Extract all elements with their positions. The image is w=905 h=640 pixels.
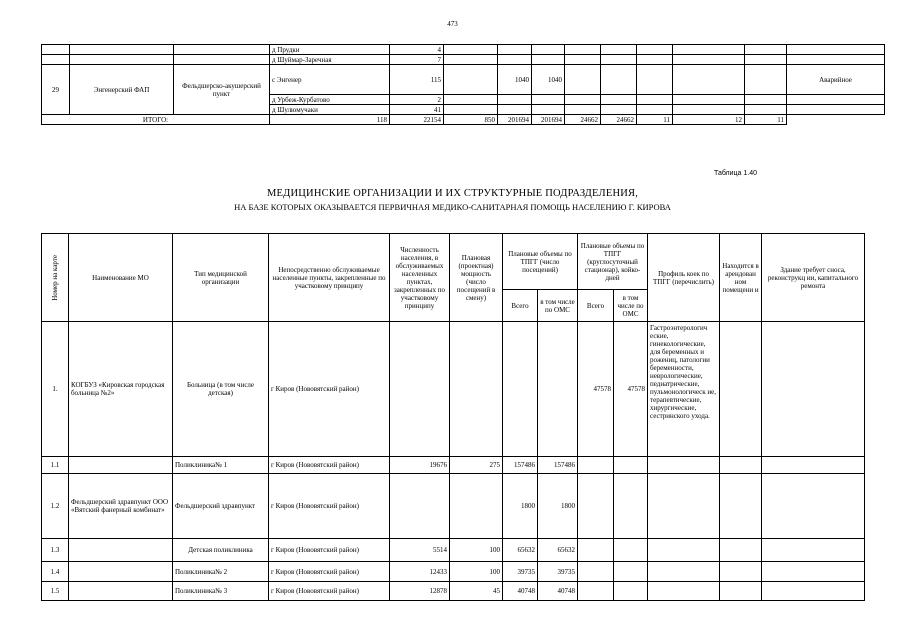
settlement-cell: г Киров (Нововятский район) — [269, 562, 390, 582]
page-number: 473 — [447, 20, 458, 28]
total-ds: 24662 — [565, 115, 601, 125]
population-cell: 4 — [390, 45, 444, 55]
capacity-cell — [450, 474, 503, 539]
settlement-cell: г Киров (Нововятский район) — [269, 582, 390, 601]
header-repair: Здание требует сноса, реконструкц ии, капитального ремонта — [762, 234, 865, 322]
status-note: Аварийное — [787, 65, 885, 95]
settlement-cell: с Энгенер — [270, 65, 390, 95]
total-profile: 11 — [637, 115, 673, 125]
table-row — [42, 45, 885, 55]
org-name — [69, 562, 173, 582]
settlement-cell: д Шулюмучаки — [270, 105, 390, 115]
header-profile: Профиль коек по ТПГГ (перечислить) — [648, 234, 720, 322]
org-type: Фельдшерско-акушерский пункт — [174, 65, 270, 115]
volume-total: 65632 — [503, 539, 538, 562]
row-number: 1.3 — [42, 539, 69, 562]
volume-oms: 1800 — [538, 474, 578, 539]
population-cell: 7 — [390, 55, 444, 65]
org-type: Фельдшерский здравпункт — [173, 474, 269, 539]
org-type: Поликлиника№ 3 — [173, 582, 269, 601]
header-name: Наименование МО — [69, 234, 173, 322]
volume-total: 1040 — [498, 65, 532, 95]
row-number: 1. — [42, 322, 69, 457]
table-row — [42, 539, 865, 562]
header-outpatient: Плановые объемы по ТПГГ (число посещений) — [503, 234, 578, 290]
volume-total: 157486 — [503, 457, 538, 474]
volume-oms: 65632 — [538, 539, 578, 562]
settlement-cell: д Шуймар-Заречная — [270, 55, 390, 65]
volume-total: 39735 — [503, 562, 538, 582]
population-cell: 19676 — [390, 457, 450, 474]
settlement-cell: г Киров (Нововятский район) — [269, 322, 390, 457]
settlement-cell: д Прудки — [270, 45, 390, 55]
org-name: Энгенерский ФАП — [70, 65, 174, 115]
org-type: Поликлиника№ 1 — [173, 457, 269, 474]
total-repair: 11 — [745, 115, 787, 125]
org-type: Больница (в том числе детская) — [173, 322, 269, 457]
header-population: Численность населения, в обслуживаемых населенных пунктах, закрепленных по участковому принципу — [390, 234, 450, 322]
row-number: 1.1 — [42, 457, 69, 474]
header-settlements: Непосредственно обслуживаемые населенные пункты, закрепленные по участковому принципу — [269, 234, 390, 322]
settlement-cell: г Киров (Нововятский район) — [269, 474, 390, 539]
population-cell: 12878 — [390, 582, 450, 601]
volume-total: 40748 — [503, 582, 538, 601]
population-cell — [390, 474, 450, 539]
profile-cell: Гастроэнтерологич еские, гинекологические, для беременных и рожениц, патологии беременности, неврологические, педиатрические, пульмонологическ ие, терапевтические, хирургические, сестринского ухода. — [648, 322, 720, 457]
total-population: 118 — [270, 115, 390, 125]
header-total: Всего — [503, 290, 538, 322]
capacity-cell: 275 — [450, 457, 503, 474]
table-row — [42, 65, 885, 95]
org-name — [69, 457, 173, 474]
org-type: Детская поликлиника — [173, 539, 269, 562]
total-oms: 201694 — [532, 115, 565, 125]
volume-oms: 40748 — [538, 582, 578, 601]
header-rented: Находится в арендован ном помещени и — [720, 234, 762, 322]
capacity-cell: 45 — [450, 582, 503, 601]
total-plan: 850 — [444, 115, 498, 125]
table-row — [42, 582, 865, 601]
population-cell: 41 — [390, 105, 444, 115]
table-row — [42, 474, 865, 539]
volume-oms: 39735 — [538, 562, 578, 582]
table-label: Таблица 1.40 — [713, 170, 757, 177]
ds-total: 47578 — [578, 322, 614, 457]
org-name — [69, 539, 173, 562]
population-cell: 115 — [390, 65, 444, 95]
row-number: 1.2 — [42, 474, 69, 539]
ds-oms: 47578 — [614, 322, 648, 457]
population-cell: 5514 — [390, 539, 450, 562]
org-name: КОГБУЗ «Кировская городская больница №2» — [69, 322, 173, 457]
total-row — [42, 115, 885, 125]
volume-total — [503, 322, 538, 457]
population-cell: 2 — [390, 95, 444, 105]
total-ds-oms: 24662 — [601, 115, 637, 125]
total-rented: 12 — [673, 115, 745, 125]
volume-total: 1800 — [503, 474, 538, 539]
volume-oms: 1040 — [532, 65, 565, 95]
settlement-cell: г Киров (Нововятский район) — [269, 457, 390, 474]
header-num: Номер на карте — [42, 234, 69, 322]
row-number: 1.5 — [42, 582, 69, 601]
header-type: Тип медицинской организации — [173, 234, 269, 322]
total-capacity: 22154 — [390, 115, 444, 125]
population-cell: 12433 — [390, 562, 450, 582]
org-type: Поликлиника№ 2 — [173, 562, 269, 582]
table-row — [42, 322, 865, 457]
page-title: МЕДИЦИНСКИЕ ОРГАНИЗАЦИИ И ИХ СТРУКТУРНЫЕ ПОДРАЗДЕЛЕНИЯ, — [266, 188, 639, 199]
population-cell — [390, 322, 450, 457]
row-number: 1.4 — [42, 562, 69, 582]
volume-oms — [538, 322, 578, 457]
table-row — [42, 55, 885, 65]
org-name: Фельдшерский здравпункт ООО «Вятский фанерный комбинат» — [69, 474, 173, 539]
table-row — [42, 562, 865, 582]
header-inpatient: Плановые объемы по ТПГГ (круглосуточный стационар), койко-дней — [578, 234, 648, 290]
volume-oms: 157486 — [538, 457, 578, 474]
header-oms2: в том числе по ОМС — [614, 290, 648, 322]
header-capacity: Плановая (проектная) мощность (число посещений в смену) — [450, 234, 503, 322]
settlement-cell: г Киров (Нововятский район) — [269, 539, 390, 562]
page-subtitle: НА БАЗЕ КОТОРЫХ ОКАЗЫВАЕТСЯ ПЕРВИЧНАЯ МЕДИКО-САНИТАРНАЯ ПОМОЩЬ НАСЕЛЕНИЮ Г. КИРОВА — [234, 202, 671, 212]
settlement-cell: д Урбеж-Курбатово — [270, 95, 390, 105]
capacity-cell — [450, 322, 503, 457]
capacity-cell: 100 — [450, 539, 503, 562]
total-volume: 201694 — [498, 115, 532, 125]
table-row — [42, 457, 865, 474]
top-table — [41, 44, 885, 125]
row-number: 29 — [42, 65, 70, 115]
main-table — [41, 233, 865, 601]
org-name — [69, 582, 173, 601]
total-label: ИТОГО: — [42, 115, 270, 125]
capacity-cell: 100 — [450, 562, 503, 582]
header-row — [42, 234, 865, 290]
header-total2: Всего — [578, 290, 614, 322]
header-oms: в том числе по ОМС — [538, 290, 578, 322]
